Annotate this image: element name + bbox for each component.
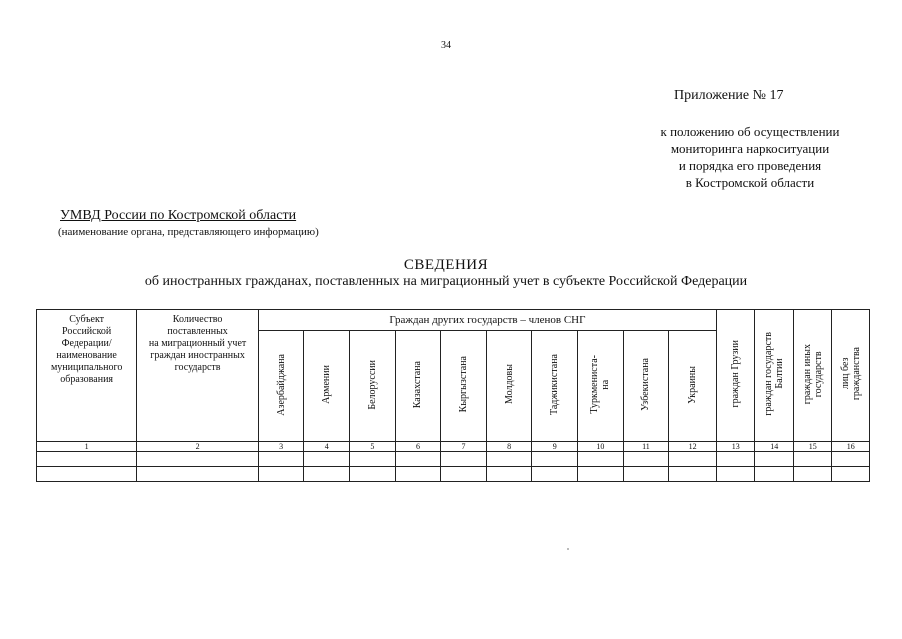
table-cell (486, 467, 532, 482)
table-cell (258, 452, 304, 467)
header-country-kazakhstan (395, 331, 441, 442)
table-cell (755, 467, 794, 482)
column-number: 14 (755, 442, 794, 452)
country-label: Армении (321, 365, 333, 404)
country-label: Белоруссии (366, 359, 378, 410)
header-country-tajikistan (532, 331, 578, 442)
table-cell (578, 467, 624, 482)
table-cell (37, 452, 137, 467)
table-cell (350, 452, 396, 467)
table-cell (716, 467, 755, 482)
country-label: Туркмениста- на (589, 355, 612, 414)
column-number: 6 (395, 442, 441, 452)
column-number: 2 (137, 442, 259, 452)
table-cell (258, 467, 304, 482)
table-cell (793, 467, 832, 482)
column-number: 1 (37, 442, 137, 452)
column-number: 3 (258, 442, 304, 452)
header-row-group (37, 310, 870, 331)
header-baltic-text: граждан государств Балтии (763, 332, 786, 416)
header-other-states (793, 310, 832, 442)
country-label: Молдовы (503, 364, 515, 405)
table-cell (137, 467, 259, 482)
header-stateless (832, 310, 870, 442)
table-cell (755, 452, 794, 467)
header-subject (37, 310, 137, 442)
country-label: Казахстана (412, 360, 424, 409)
table-cell (669, 452, 717, 467)
country-label: Азербайджана (275, 353, 287, 416)
header-subject-text: Субъект Российской Федерации/ наименование муниципального образования (50, 314, 123, 385)
table-cell (532, 452, 578, 467)
header-country-armenia (304, 331, 350, 442)
header-count-text: Количество поставленных на миграционный учет граждан иностранных государств (148, 314, 247, 373)
header-country-ukraine (669, 331, 717, 442)
table-cell (137, 452, 259, 467)
column-number: 8 (486, 442, 532, 452)
header-count (137, 310, 259, 442)
country-label: Кыргызстана (458, 356, 470, 413)
header-cis-group: Граждан других государств – членов СНГ (258, 310, 716, 331)
table-cell (623, 467, 669, 482)
column-number: 5 (350, 442, 396, 452)
page-number: 34 (441, 40, 451, 51)
table-row (37, 452, 870, 467)
document-title: СВЕДЕНИЯ (403, 257, 489, 273)
migration-registration-table (36, 309, 870, 482)
appendix-line: и порядка его проведения (678, 158, 822, 173)
header-other-states-text: граждан иных государств (801, 343, 824, 405)
header-country-moldova (486, 331, 532, 442)
organization-name: УМВД России по Костромской области (60, 208, 297, 223)
table-row (37, 467, 870, 482)
column-number: 9 (532, 442, 578, 452)
table-cell (793, 452, 832, 467)
header-stateless-text: лиц без гражданства (839, 347, 862, 401)
organization-caption: (наименование органа, представляющего информацию) (58, 226, 319, 238)
table-cell (304, 452, 350, 467)
scan-speck (567, 548, 569, 550)
column-number: 11 (623, 442, 669, 452)
column-number: 12 (669, 442, 717, 452)
column-number: 7 (441, 442, 487, 452)
table-cell (441, 452, 487, 467)
header-country-uzbekistan (623, 331, 669, 442)
country-label: Украины (687, 365, 699, 404)
table-cell (578, 452, 624, 467)
header-country-belarus (350, 331, 396, 442)
table-cell (623, 452, 669, 467)
header-country-turkmenistan (578, 331, 624, 442)
table-cell (486, 452, 532, 467)
column-number: 10 (578, 442, 624, 452)
header-georgia (716, 310, 755, 442)
table-cell (441, 467, 487, 482)
column-number: 13 (716, 442, 755, 452)
table-cell (304, 467, 350, 482)
country-label: Таджикистана (549, 353, 561, 415)
table-cell (532, 467, 578, 482)
header-country-azerbaijan (258, 331, 304, 442)
country-label: Узбекистана (640, 358, 652, 411)
table-cell (395, 467, 441, 482)
header-country-kyrgyzstan (441, 331, 487, 442)
table-cell (669, 467, 717, 482)
table-cell (37, 467, 137, 482)
header-baltic (755, 310, 794, 442)
document-subtitle: об иностранных гражданах, поставленных на миграционный учет в субъекте Российской Федерации (144, 274, 748, 289)
appendix-line: в Костромской области (685, 175, 815, 190)
appendix-line: к положению об осуществлении (660, 124, 840, 139)
table-cell (832, 467, 870, 482)
column-number: 4 (304, 442, 350, 452)
appendix-title: Приложение № 17 (674, 88, 784, 103)
header-georgia-text: граждан Грузии (730, 340, 742, 408)
table-cell (716, 452, 755, 467)
appendix-description (600, 123, 900, 191)
table-cell (395, 452, 441, 467)
column-number: 15 (793, 442, 832, 452)
column-number: 16 (832, 442, 870, 452)
table-cell (832, 452, 870, 467)
table-cell (350, 467, 396, 482)
column-number-row (37, 442, 870, 452)
appendix-line: мониторинга наркоситуации (670, 141, 830, 156)
